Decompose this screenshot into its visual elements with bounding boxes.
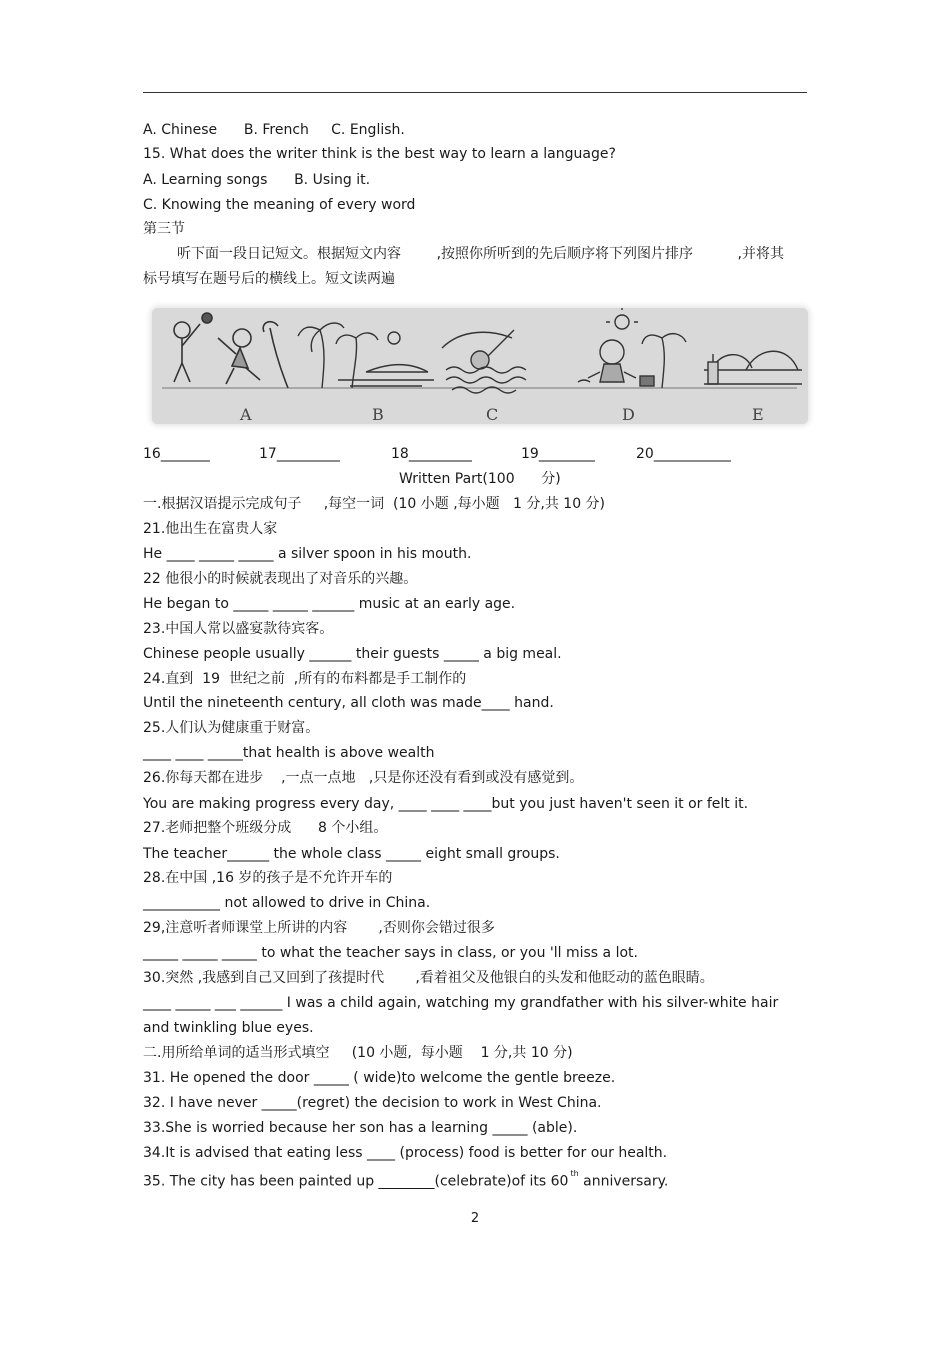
q30-sentence-2: and twinkling blue eyes. <box>143 1020 314 1036</box>
instruction-line-2: 标号填写在题号后的横线上。短文读两遍 <box>143 271 395 287</box>
blank-19[interactable]: 19________ <box>521 446 595 462</box>
q33: 33.She is worried because her son has a learning _____ (able). <box>143 1120 578 1136</box>
q29-prompt: 29,注意听者师课堂上所讲的内容 ,否则你会错过很多 <box>143 920 495 936</box>
q27-prompt: 27.老师把整个班级分成 8 个小组。 <box>143 820 388 836</box>
q27-sentence: The teacher______ the whole class _____ eight small groups. <box>143 846 560 862</box>
q23-sentence: Chinese people usually ______ their guests _____ a big meal. <box>143 646 562 662</box>
q23-prompt: 23.中国人常以盛宴款待宾客。 <box>143 621 334 637</box>
q35-tail: anniversary. <box>583 1173 669 1190</box>
page-number: 2 <box>470 1211 480 1226</box>
q30-sentence-1: ____ _____ ___ ______ I was a child again, watching my grandfather with his silver-white hair <box>143 995 779 1011</box>
written-part-heading: Written Part(100 分) <box>399 471 561 487</box>
q34: 34.It is advised that eating less ____ (process) food is better for our health. <box>143 1145 668 1161</box>
q31: 31. He opened the door _____ ( wide)to welcome the gentle breeze. <box>143 1070 616 1086</box>
q26-sentence: You are making progress every day, ____ ____ ____but you just haven't seen it or felt it. <box>143 796 749 812</box>
picture-strip <box>152 308 808 424</box>
blank-18[interactable]: 18_________ <box>391 446 472 462</box>
section-two-heading: 二.用所给单词的适当形式填空 (10 小题, 每小题 1 分,共 10 分) <box>143 1045 573 1061</box>
q30-prompt: 30.突然 ,我感到自己又回到了孩提时代 ,看着祖父及他银白的头发和他眨动的蓝色眼睛。 <box>143 970 714 986</box>
answer-blanks <box>0 445 950 465</box>
sequence-illustration <box>152 308 808 424</box>
header-rule <box>143 92 807 93</box>
q28-prompt: 28.在中国 ,16 岁的孩子是不允许开车的 <box>143 870 393 886</box>
picture-label-e: E <box>752 405 764 424</box>
options-15-ab: A. Learning songs B. Using it. <box>143 172 371 188</box>
blank-17[interactable]: 17_________ <box>259 446 340 462</box>
q22-prompt: 22 他很小的时候就表现出了对音乐的兴趣。 <box>143 571 418 587</box>
q35-superscript: th <box>570 1169 579 1178</box>
section-one-heading: 一.根据汉语提示完成句子 ,每空一词 (10 小题 ,每小题 1 分,共 10 分) <box>143 496 606 512</box>
instruction-line-1: 听下面一段日记短文。根据短文内容 ,按照你所听到的先后顺序将下列图片排序 ,并将其 <box>177 246 785 262</box>
picture-label-d: D <box>622 405 635 424</box>
q32: 32. I have never _____(regret) the decision to work in West China. <box>143 1095 602 1111</box>
q21-sentence: He ____ _____ _____ a silver spoon in his mouth. <box>143 546 472 562</box>
options-14: A. Chinese B. French C. English. <box>143 122 405 138</box>
q22-sentence: He began to _____ _____ ______ music at an early age. <box>143 596 516 612</box>
q28-sentence: ___________ not allowed to drive in China. <box>143 895 431 911</box>
q21-prompt: 21.他出生在富贵人家 <box>143 521 278 537</box>
picture-label-c: C <box>486 405 499 424</box>
q35 <box>143 1169 668 1191</box>
q24-sentence: Until the nineteenth century, all cloth was made____ hand. <box>143 695 554 711</box>
q24-prompt: 24.直到 19 世纪之前 ,所有的布料都是手工制作的 <box>143 671 467 687</box>
picture-label-b: B <box>372 405 384 424</box>
q25-prompt: 25.人们认为健康重于财富。 <box>143 720 320 736</box>
q25-sentence: ____ ____ _____that health is above wealth <box>143 745 435 761</box>
q26-prompt: 26.你每天都在进步 ,一点一点地 ,只是你还没有看到或没有感觉到。 <box>143 770 584 786</box>
options-15-c: C. Knowing the meaning of every word <box>143 197 416 213</box>
question-15: 15. What does the writer think is the best way to learn a language? <box>143 146 616 162</box>
q29-sentence: _____ _____ _____ to what the teacher says in class, or you 'll miss a lot. <box>143 945 638 961</box>
q35-main: 35. The city has been painted up ________(celebrate)of its 60 <box>143 1173 569 1190</box>
section-heading: 第三节 <box>143 221 185 237</box>
blank-20[interactable]: 20___________ <box>636 446 731 462</box>
blank-16[interactable]: 16_______ <box>143 446 210 462</box>
picture-label-a: A <box>240 405 252 424</box>
